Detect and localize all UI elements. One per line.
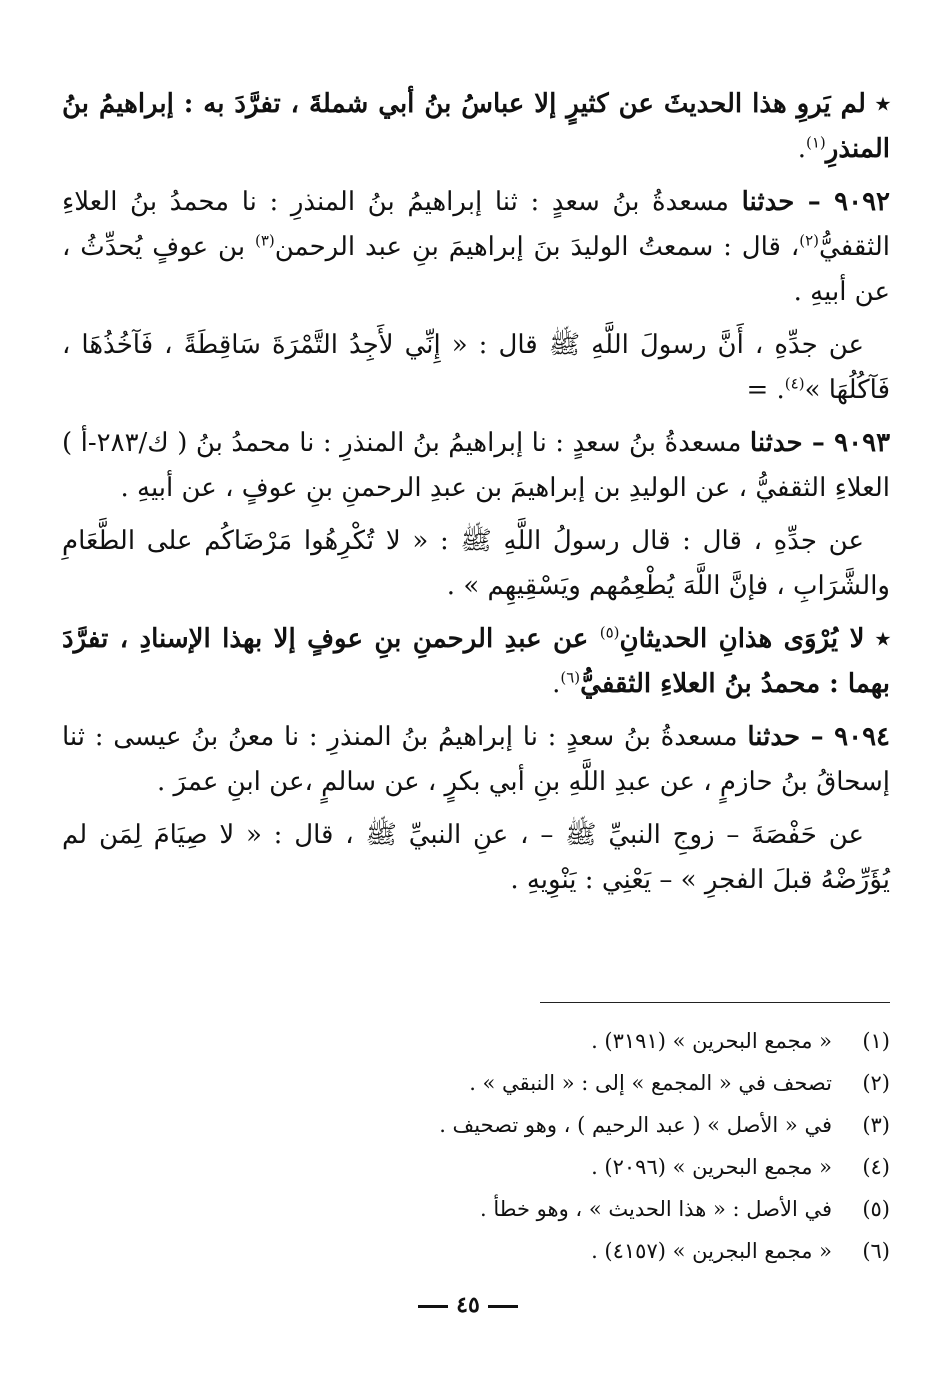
footnote-item [62, 1020, 890, 1062]
footnote-text: « مجمع البجرين » (٤١٥٧) . [591, 1239, 832, 1263]
dash-right [488, 1305, 518, 1308]
paragraph [62, 82, 890, 172]
paragraph [62, 323, 890, 413]
footnote-number: (٤) [862, 1155, 890, 1179]
text-run: . = [746, 375, 785, 405]
text-run: عن حَفْصَةَ – زوجِ النبيِّ ﷺ – ، عنِ النبيِّ ﷺ ، قال : « لا صِيَامَ لِمَن لم يُؤَرِّضْهُ قبلَ الفجرِ » – يَعْنِي : يَنْوِيهِ . [62, 820, 890, 895]
footnote-ref: (٥) [599, 623, 620, 642]
paragraph [62, 715, 890, 805]
paragraph [62, 421, 890, 511]
text-run: عن جدِّهِ ، قال : قال رسولُ اللَّهِ ﷺ : « لا تُكْرِهُوا مَرْضَاكُم على الطَّعَامِ والشَّرَابِ ، فإنَّ اللَّهَ يُطْعِمُهم ويَسْقِيهِم » . [62, 526, 890, 601]
text-run: . [797, 134, 806, 164]
footnote-ref: (٤) [784, 374, 805, 393]
paragraph [62, 813, 890, 903]
footnote-item [62, 1146, 890, 1188]
footnote-number: (٥) [862, 1197, 890, 1221]
footnote-text: في « الأصل » ( عبد الرحيم ) ، وهو تصحيف . [439, 1113, 832, 1137]
footnote-text: « مجمع البحرين » (٢٠٩٦) . [591, 1155, 832, 1179]
footnote-item [62, 1230, 890, 1272]
main-text [62, 82, 890, 903]
bold-text: ٩٠٩٣ – حدثنا [749, 428, 891, 458]
footnotes-section [62, 1020, 890, 1272]
footnote-number: (١) [862, 1029, 890, 1053]
bold-text: ٩٠٩٤ – حدثنا [747, 722, 891, 752]
footnote-item [62, 1188, 890, 1230]
paragraph [62, 519, 890, 609]
bold-text: عن عبدِ الرحمنِ بنِ عوفٍ إلا بهذا الإسنادِ ، تفرَّدَ بهما : محمدُ بنُ العلاءِ الثقفيُّ [62, 624, 890, 699]
footnote-ref: (٣) [254, 231, 275, 250]
text-run: مسعدةُ بنُ سعدٍ : نا إبراهيمُ بنُ المنذرِ : نا معنُ بنُ عيسى : ثنا إسحاقُ بنُ حازمٍ ، عن عبدِ اللَّهِ بنِ أبي بكرٍ ، عن سالمٍ ،عن ابنِ عمرَ . [62, 722, 890, 797]
text-run: عن جدِّهِ ، أَنَّ رسولَ اللَّهِ ﷺ قال : « إِنِّي لأَجِدُ التَّمْرَةَ سَاقِطَةً ، فَآخُذُهَا ، فَآكُلُهَا » [62, 330, 890, 405]
footnote-text: « مجمع البحرين » (٣١٩١) . [591, 1029, 832, 1053]
paragraph [62, 617, 890, 707]
bold-text: ٭ لا يُرْوَى هذانِ الحديثانِ [619, 624, 890, 654]
text-run: ، قال : سمعتُ الوليدَ بنَ إبراهيمَ بنِ عبد الرحمن [274, 232, 800, 262]
text-run: . [552, 669, 561, 699]
footnote-text: في الأصل : « هذا الحديث » ، وهو خطأ . [480, 1197, 832, 1221]
footnote-ref: (٦) [560, 668, 581, 687]
text-run: بن عوفٍ يُحدِّثُ ، عن أبيهِ . [62, 232, 890, 307]
bold-text: ٩٠٩٢ – حدثنا [741, 187, 890, 217]
footnote-number: (٣) [862, 1113, 890, 1137]
dash-left [418, 1305, 448, 1308]
footnote-item [62, 1104, 890, 1146]
text-run: مسعدةُ بنُ سعدٍ : ثنا إبراهيمُ بنُ المنذرِ : نا محمدُ بنُ العلاءِ الثقفيُّ [62, 187, 890, 262]
paragraph [62, 180, 890, 315]
page-number: ٤٥ [456, 1292, 480, 1318]
footnote-number: (٢) [862, 1071, 890, 1095]
footnote-text: تصحف في « المجمع » إلى : « النبقي » . [469, 1071, 832, 1095]
footnote-item [62, 1062, 890, 1104]
bold-text: ٭ لم يَروِ هذا الحديثَ عن كثيرٍ إلا عباسُ بنُ أبي شملةَ ، تفرَّدَ به : إبراهيمُ بنُ المنذرِ [62, 89, 890, 164]
footnote-ref: (٢) [799, 231, 820, 250]
footnote-divider [540, 1002, 890, 1003]
footnote-number: (٦) [862, 1239, 890, 1263]
page-number-footer [0, 1292, 936, 1318]
text-run: مسعدةُ بنُ سعدٍ : نا إبراهيمُ بنُ المنذرِ : نا محمدُ بنُ ( ك/٢٨٣-أ ) العلاءِ الثقفيُّ ، عن الوليدِ بن إبراهيمَ بن عبدِ الرحمنِ بنِ عوفٍ ، عن أبيهِ . [62, 428, 890, 503]
footnote-ref: (١) [805, 133, 826, 152]
